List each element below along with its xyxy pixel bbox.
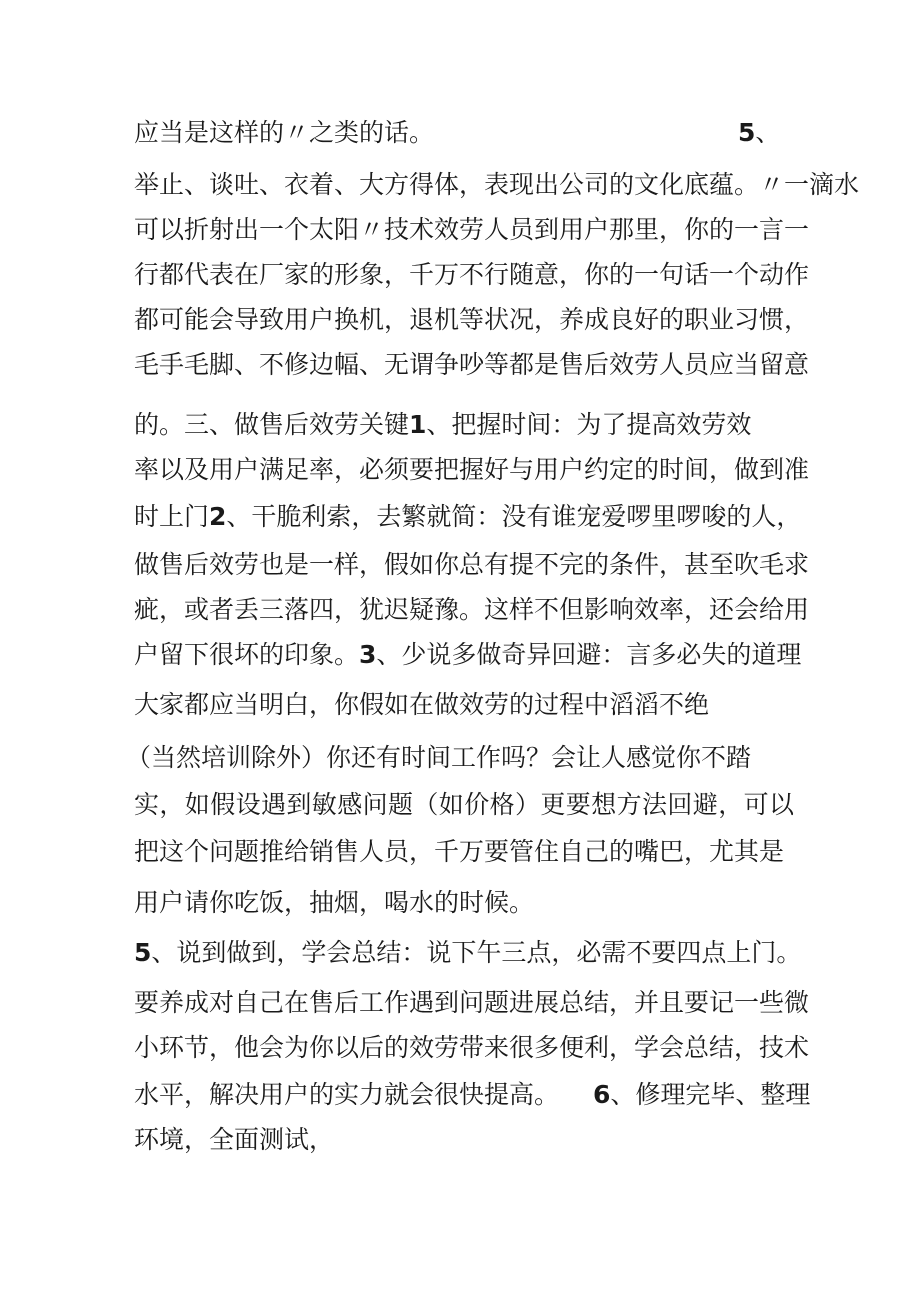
text-line: （当然培训除外）你还有时间工作吗？会让人感觉你不踏 — [126, 743, 752, 772]
text-line: 5、说到做到，学会总结：说下午三点，必需不要四点上门。 — [134, 938, 802, 967]
text-line: 要养成对自己在售后工作遇到问题进展总结，并且要记一些微 — [134, 988, 810, 1017]
text-line: 应当是这样的〃之类的话。 — [134, 118, 435, 147]
text-line: 可以折射出一个太阳〃技术效劳人员到用户那里，你的一言一 — [134, 215, 810, 244]
section-number: 5、 — [738, 118, 781, 147]
text-line: 率以及用户满足率，必须要把握好与用户约定的时间，做到准 — [134, 455, 810, 484]
text-line: 把这个问题推给销售人员，千万要管住自己的嘴巴，尤其是 — [134, 837, 785, 866]
text-line: 水平，解决用户的实力就会很快提高。 6、修理完毕、整理 — [134, 1080, 811, 1109]
text-line: 行都代表在厂家的形象，千万不行随意，你的一句话一个动作 — [134, 260, 810, 289]
text-line: 小环节，他会为你以后的效劳带来很多便利，学会总结，技术 — [134, 1033, 810, 1062]
text-line: 实，如假设遇到敏感问题（如价格）更要想方法回避，可以 — [134, 790, 794, 819]
text-line: 户留下很坏的印象。3、少说多做奇异回避：言多必失的道理 — [134, 640, 802, 669]
text-line: 环境，全面测试， — [134, 1125, 335, 1154]
text-line: 疵，或者丢三落四，犹迟疑豫。这样不但影响效率，还会给用 — [134, 595, 810, 624]
text-line: 大家都应当明白，你假如在做效劳的过程中滔滔不绝 — [134, 690, 710, 719]
text-line: 都可能会导致用户换机，退机等状况，养成良好的职业习惯， — [134, 305, 810, 334]
text-line: 做售后效劳也是一样，假如你总有提不完的条件，甚至吹毛求 — [134, 550, 810, 579]
text-line: 毛手毛脚、不修边幅、无谓争吵等都是售后效劳人员应当留意 — [134, 350, 810, 379]
text-line: 的。三、做售后效劳关键1、把握时间：为了提高效劳效 — [134, 410, 752, 439]
text-line: 用户请你吃饭，抽烟，喝水的时候。 — [134, 888, 535, 917]
text-line: 举止、谈吐、衣着、大方得体，表现出公司的文化底蕴。〃一滴水 — [134, 170, 860, 199]
text-line: 时上门2、干脆利索，去繁就简：没有谁宠爱啰里啰唆的人， — [134, 502, 802, 531]
